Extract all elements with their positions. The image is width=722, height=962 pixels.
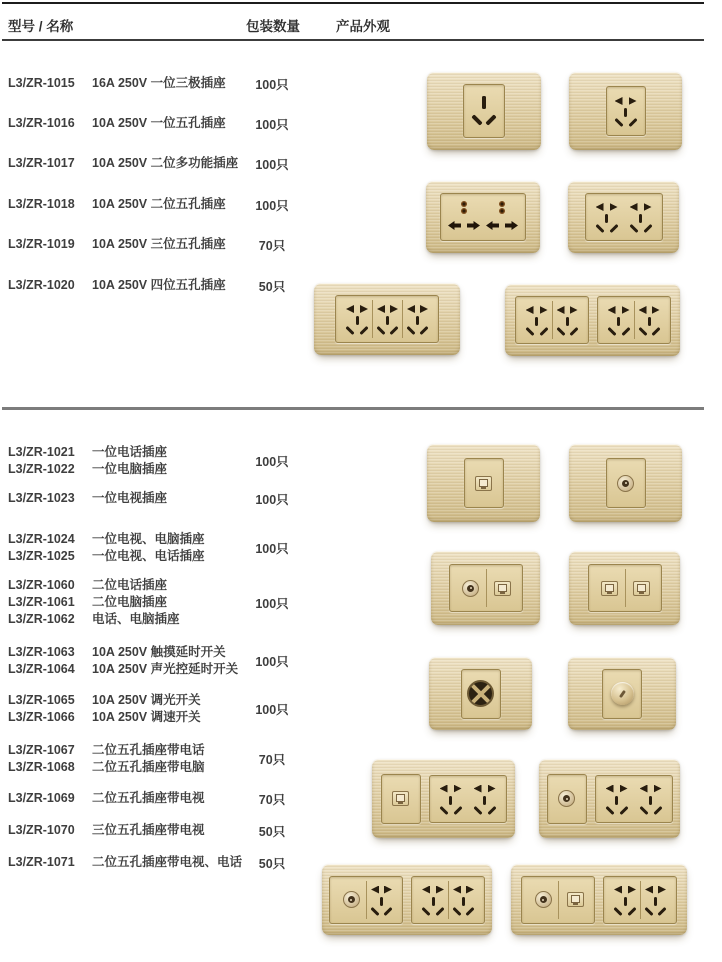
touch-switch-icon <box>466 675 496 713</box>
model-numbers <box>8 196 92 213</box>
model-numbers <box>8 742 92 776</box>
product-name: 二位五孔插座带电脑 <box>92 760 205 774</box>
module-group <box>381 774 421 824</box>
product-name: 16A 250V 一位三极插座 <box>92 76 226 90</box>
module-group <box>521 876 595 924</box>
model-number: L3/ZR-1069 <box>8 791 75 805</box>
model-numbers <box>8 822 92 839</box>
table-row <box>8 790 298 807</box>
package-quantity: 100只 <box>255 455 289 469</box>
product-plate-image <box>429 657 532 730</box>
coax-connector-icon <box>611 464 641 502</box>
module-group <box>602 669 642 719</box>
five-hole-socket-icon <box>372 300 402 338</box>
phone-jack-icon <box>386 780 416 818</box>
model-number: L3/ZR-1018 <box>8 197 75 211</box>
coax-connector-icon <box>456 569 486 607</box>
package-quantity: 50只 <box>258 824 286 839</box>
model-number: L3/ZR-1070 <box>8 823 75 837</box>
module-group <box>464 458 504 508</box>
model-number: L3/ZR-1019 <box>8 237 75 251</box>
module-group <box>329 876 403 924</box>
product-name: 10A 250V 一位五孔插座 <box>92 116 226 130</box>
five-hole-socket-icon <box>636 780 666 818</box>
module-group <box>547 774 587 824</box>
product-name: 10A 250V 二位多功能插座 <box>92 156 239 170</box>
table-row <box>8 155 298 172</box>
product-plate-image <box>568 657 676 730</box>
phone-jack-icon <box>486 569 516 607</box>
table-row <box>8 692 298 726</box>
module-group <box>411 876 485 924</box>
product-name: 二位五孔插座带电视、电话 <box>92 855 243 869</box>
model-number: L3/ZR-1024 <box>8 532 75 546</box>
five-hole-socket-icon <box>342 300 372 338</box>
product-name: 10A 250V 二位五孔插座 <box>92 197 226 211</box>
module-group <box>449 564 523 612</box>
model-number: L3/ZR-1068 <box>8 760 75 774</box>
module-group <box>463 84 505 138</box>
product-name: 一位电话插座 <box>92 445 168 459</box>
column-header-appearance: 产品外观 <box>336 19 390 34</box>
five-hole-socket-icon <box>610 881 640 919</box>
module-group <box>461 669 501 719</box>
package-quantity: 50只 <box>258 856 286 871</box>
product-name: 三位五孔插座带电视 <box>92 823 205 837</box>
model-number: L3/ZR-1062 <box>8 612 75 626</box>
package-quantity: 100只 <box>255 596 289 611</box>
model-number: L3/ZR-1025 <box>8 549 75 563</box>
product-name: 10A 250V 触摸延时开关 <box>92 645 226 659</box>
product-plate-image <box>314 283 460 355</box>
section-divider <box>2 407 704 410</box>
product-name: 10A 250V 三位五孔插座 <box>92 237 226 251</box>
package-quantity: 100只 <box>255 117 289 132</box>
product-plate-image <box>569 444 682 522</box>
product-plate-image <box>539 759 680 838</box>
universal-socket-icon <box>485 198 519 236</box>
package-quantity: 70只 <box>258 238 286 253</box>
module-group <box>335 295 439 343</box>
model-numbers <box>8 155 92 172</box>
product-name: 二位五孔插座带电视 <box>92 791 205 805</box>
five-hole-socket-icon <box>436 780 466 818</box>
product-plate-image <box>427 444 540 522</box>
top-rule <box>2 2 704 4</box>
module-group <box>588 564 662 612</box>
universal-socket-icon <box>447 198 481 236</box>
model-numbers <box>8 644 92 678</box>
five-hole-socket-icon <box>604 301 634 339</box>
column-header-quantity: 包装数量 <box>246 19 300 34</box>
model-numbers <box>8 236 92 253</box>
product-name: 10A 250V 调光开关 <box>92 693 201 707</box>
package-quantity: 100只 <box>255 492 289 507</box>
model-number: L3/ZR-1016 <box>8 116 75 130</box>
module-group <box>595 775 673 823</box>
three-pin-socket-icon <box>468 90 500 132</box>
model-numbers <box>8 854 92 871</box>
model-numbers <box>8 790 92 807</box>
product-plate-image <box>322 864 492 935</box>
model-numbers <box>8 444 92 478</box>
five-hole-socket-icon <box>602 780 632 818</box>
five-hole-socket-icon <box>640 881 670 919</box>
module-group <box>606 458 646 508</box>
product-plate-image <box>568 181 679 253</box>
module-group <box>585 193 663 241</box>
product-name: 二位五孔插座带电话 <box>92 743 205 757</box>
dimmer-knob-icon <box>607 675 637 713</box>
table-row <box>8 490 298 507</box>
table-row <box>8 577 298 628</box>
five-hole-socket-icon <box>552 301 582 339</box>
model-numbers <box>8 692 92 726</box>
model-number: L3/ZR-1063 <box>8 645 75 659</box>
product-name: 一位电视插座 <box>92 491 168 505</box>
model-numbers <box>8 75 92 92</box>
table-row <box>8 115 298 132</box>
table-row <box>8 196 298 213</box>
five-hole-socket-icon <box>626 198 656 236</box>
model-number: L3/ZR-1020 <box>8 278 75 292</box>
five-hole-socket-icon <box>611 92 641 130</box>
five-hole-socket-icon <box>402 300 432 338</box>
model-number: L3/ZR-1064 <box>8 662 75 676</box>
package-quantity: 50只 <box>258 279 286 294</box>
product-name: 10A 250V 声光控延时开关 <box>92 662 239 676</box>
coax-connector-icon <box>552 780 582 818</box>
product-name: 电话、电脑插座 <box>92 612 180 626</box>
package-quantity: 100只 <box>255 198 289 213</box>
package-quantity: 100只 <box>255 542 289 556</box>
table-row <box>8 277 298 294</box>
five-hole-socket-icon <box>522 301 552 339</box>
table-row <box>8 236 298 253</box>
package-quantity: 100只 <box>255 655 289 669</box>
model-number: L3/ZR-1071 <box>8 855 75 869</box>
table-row <box>8 444 298 478</box>
package-quantity: 100只 <box>255 703 289 717</box>
five-hole-socket-icon <box>366 881 396 919</box>
product-name: 一位电脑插座 <box>92 462 168 476</box>
model-number: L3/ZR-1061 <box>8 595 75 609</box>
module-group <box>440 193 526 241</box>
product-plate-image <box>569 551 680 625</box>
product-name: 一位电视、电话插座 <box>92 549 205 563</box>
five-hole-socket-icon <box>470 780 500 818</box>
product-plate-image <box>372 759 515 838</box>
model-number: L3/ZR-1060 <box>8 578 75 592</box>
product-name: 10A 250V 调速开关 <box>92 710 201 724</box>
table-row <box>8 742 298 776</box>
module-group <box>429 775 507 823</box>
five-hole-socket-icon <box>592 198 622 236</box>
package-quantity: 100只 <box>255 77 289 92</box>
model-numbers <box>8 577 92 628</box>
table-row <box>8 822 298 839</box>
product-name: 10A 250V 四位五孔插座 <box>92 278 226 292</box>
model-numbers <box>8 490 92 507</box>
product-name: 一位电视、电脑插座 <box>92 532 205 546</box>
model-number: L3/ZR-1015 <box>8 76 75 90</box>
table-row <box>8 531 298 565</box>
module-group <box>597 296 671 344</box>
header-rule <box>2 39 704 41</box>
phone-jack-icon <box>469 464 499 502</box>
package-quantity: 100只 <box>255 157 289 172</box>
coax-connector-icon <box>528 881 558 919</box>
product-plate-image <box>569 72 682 150</box>
table-row <box>8 854 298 871</box>
module-group <box>603 876 677 924</box>
model-numbers <box>8 115 92 132</box>
product-plate-image <box>426 181 540 253</box>
package-quantity: 70只 <box>258 753 286 767</box>
model-number: L3/ZR-1022 <box>8 462 75 476</box>
model-number: L3/ZR-1023 <box>8 491 75 505</box>
model-number: L3/ZR-1066 <box>8 710 75 724</box>
column-header-model-name: 型号 / 名称 <box>8 19 74 34</box>
phone-jack-icon <box>625 569 655 607</box>
five-hole-socket-icon <box>448 881 478 919</box>
product-plate-image <box>511 864 687 935</box>
phone-jack-icon <box>595 569 625 607</box>
model-numbers <box>8 277 92 294</box>
model-number: L3/ZR-1017 <box>8 156 75 170</box>
product-plate-image <box>431 551 540 625</box>
phone-jack-icon <box>558 881 588 919</box>
model-number: L3/ZR-1067 <box>8 743 75 757</box>
model-number: L3/ZR-1021 <box>8 445 75 459</box>
table-row <box>8 644 298 678</box>
product-name: 二位电脑插座 <box>92 595 168 609</box>
table-row <box>8 75 298 92</box>
model-number: L3/ZR-1065 <box>8 693 75 707</box>
five-hole-socket-icon <box>634 301 664 339</box>
five-hole-socket-icon <box>418 881 448 919</box>
coax-connector-icon <box>336 881 366 919</box>
model-numbers <box>8 531 92 565</box>
product-plate-image <box>505 284 680 356</box>
product-name: 二位电话插座 <box>92 578 168 592</box>
product-plate-image <box>427 72 541 150</box>
package-quantity: 70只 <box>258 792 286 807</box>
module-group <box>606 86 646 136</box>
module-group <box>515 296 589 344</box>
